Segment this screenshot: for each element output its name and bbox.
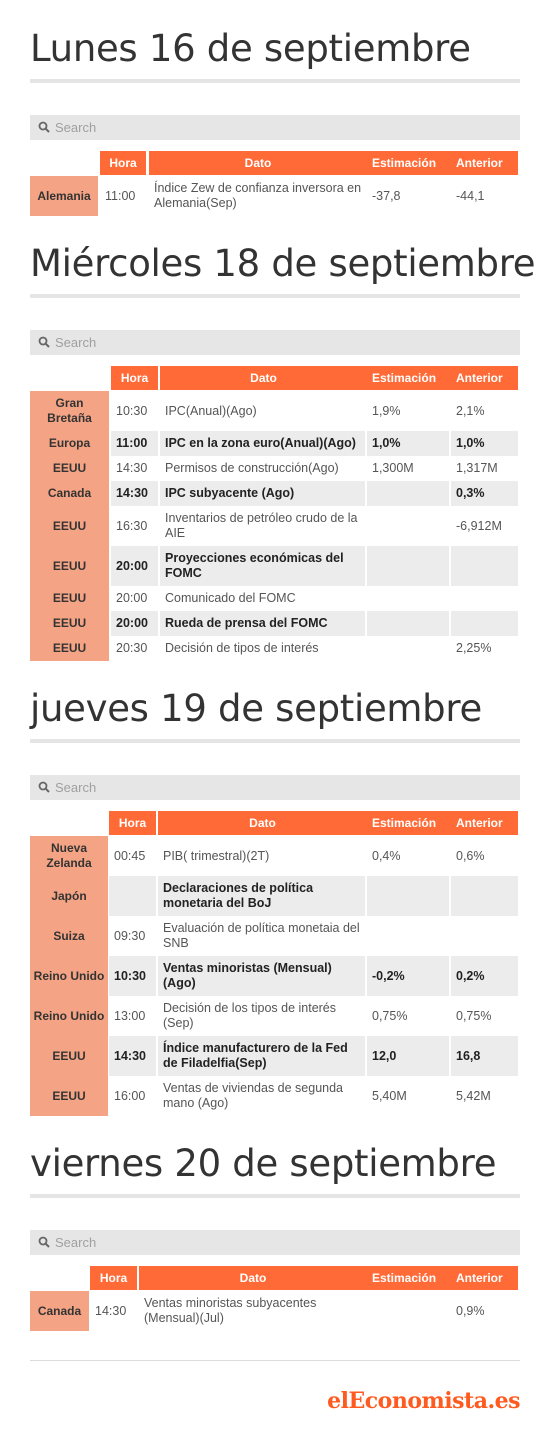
header-hora[interactable]: Hora: [109, 811, 156, 835]
hora-cell: 10:30: [109, 956, 156, 996]
country-cell: Gran Bretaña: [30, 391, 109, 431]
estimacion-cell: [367, 876, 449, 916]
day-title: Lunes 16 de septiembre: [30, 27, 471, 70]
country-cell: Europa: [30, 431, 109, 456]
country-cell: Reino Unido: [30, 956, 108, 996]
anterior-cell: [451, 876, 518, 916]
dato-cell: Ventas minoristas subyacentes (Mensual)(Jul): [144, 1296, 317, 1325]
header-dato[interactable]: Dato: [139, 1266, 367, 1290]
country-cell: Suiza: [30, 916, 108, 956]
country-cell: EEUU: [30, 506, 109, 546]
hora-cell: 20:30: [116, 641, 148, 655]
header-estimacion[interactable]: Estimación: [367, 366, 451, 390]
dato-cell: Índice Zew de confianza inversora en Alemania(Sep): [154, 181, 362, 210]
header-estimacion[interactable]: Estimación: [367, 151, 451, 175]
hora-cell: 16:00: [114, 1088, 146, 1103]
dato-cell: Ventas de viviendas de segunda mano (Ago): [163, 1081, 343, 1110]
estimacion-cell: 5,40M: [372, 1088, 407, 1103]
dato-cell: Evaluación de política monetaia del SNB: [163, 921, 360, 950]
header-estimacion[interactable]: Estimación: [367, 811, 451, 835]
hora-cell: 00:45: [114, 848, 146, 863]
anterior-cell: 1,0%: [451, 431, 518, 456]
title-divider: [30, 79, 520, 83]
hora-cell: 13:00: [114, 1008, 146, 1023]
anterior-cell: [451, 546, 518, 586]
search-placeholder: Search: [55, 1235, 97, 1250]
anterior-cell: 0,75%: [456, 1008, 492, 1023]
estimacion-cell: [367, 506, 451, 546]
search-placeholder: Search: [55, 780, 97, 795]
header-estimacion[interactable]: Estimación: [367, 1266, 451, 1290]
search-input[interactable]: [30, 775, 520, 800]
anterior-cell: [451, 611, 518, 636]
title-divider: [30, 739, 520, 743]
estimacion-cell: 12,0: [367, 1036, 449, 1076]
dato-cell: Inventarios de petróleo crudo de la AIE: [165, 511, 358, 540]
dato-cell: Ventas minoristas (Mensual) (Ago): [158, 956, 365, 996]
search-input[interactable]: [30, 115, 520, 140]
country-cell: EEUU: [30, 636, 109, 661]
header-anterior[interactable]: Anterior: [451, 366, 518, 390]
dato-cell: Comunicado del FOMC: [165, 591, 296, 605]
estimacion-cell: 1,9%: [372, 403, 401, 418]
estimacion-cell: 1,300M: [372, 461, 414, 475]
hora-cell: 11:00: [105, 188, 136, 203]
estimacion-cell: [367, 1291, 451, 1331]
country-cell: Japón: [30, 876, 108, 916]
estimacion-cell: -0,2%: [367, 956, 449, 996]
anterior-cell: -6,912M: [456, 518, 502, 533]
country-cell: Reino Unido: [30, 996, 108, 1036]
anterior-cell: -44,1: [456, 188, 485, 203]
country-cell: EEUU: [30, 1036, 108, 1076]
country-cell: EEUU: [30, 1076, 108, 1116]
dato-cell: Rueda de prensa del FOMC: [160, 611, 365, 636]
hora-cell: 10:30: [116, 403, 148, 418]
search-input[interactable]: [30, 330, 520, 355]
dato-cell: Declaraciones de política monetaria del BoJ: [158, 876, 365, 916]
country-cell: EEUU: [30, 456, 109, 481]
day-title: Miércoles 18 de septiembre: [30, 242, 536, 285]
estimacion-cell: [367, 916, 451, 956]
hora-cell: [109, 876, 156, 916]
hora-cell: 14:30: [111, 481, 158, 506]
country-cell: Canada: [30, 1291, 89, 1331]
day-title: jueves 19 de septiembre: [30, 687, 482, 730]
dato-cell: PIB( trimestral)(2T): [163, 848, 270, 863]
header-anterior[interactable]: Anterior: [451, 151, 518, 175]
search-input[interactable]: [30, 1230, 520, 1255]
hora-cell: 14:30: [116, 461, 148, 475]
hora-cell: 20:00: [111, 546, 158, 586]
header-dato[interactable]: Dato: [160, 366, 367, 390]
anterior-cell: 0,3%: [451, 481, 518, 506]
hora-cell: 20:00: [111, 611, 158, 636]
header-dato[interactable]: Dato: [149, 151, 367, 175]
hora-cell: 09:30: [114, 928, 146, 943]
country-cell: EEUU: [30, 611, 109, 636]
estimacion-cell: [367, 611, 449, 636]
dato-cell: Decisión de los tipos de interés (Sep): [163, 1001, 337, 1030]
search-icon: [38, 336, 50, 348]
anterior-cell: 1,317M: [456, 461, 498, 475]
estimacion-cell: 0,75%: [372, 1008, 408, 1023]
logo-name: Economista.es: [348, 1388, 520, 1414]
estimacion-cell: [367, 546, 449, 586]
hora-cell: 11:00: [111, 431, 158, 456]
eleconomista-logo[interactable]: [327, 1388, 520, 1414]
dato-cell: IPC subyacente (Ago): [160, 481, 365, 506]
search-icon: [38, 121, 50, 133]
day-title: viernes 20 de septiembre: [30, 1142, 497, 1185]
anterior-cell: [451, 916, 518, 956]
anterior-cell: 0,6%: [456, 848, 485, 863]
anterior-cell: [451, 586, 518, 611]
country-cell: Alemania: [30, 176, 98, 216]
search-placeholder: Search: [55, 335, 97, 350]
footer-divider: [30, 1360, 520, 1361]
dato-cell: IPC en la zona euro(Anual)(Ago): [160, 431, 365, 456]
dato-cell: Permisos de construcción(Ago): [165, 461, 339, 475]
anterior-cell: 16,8: [451, 1036, 518, 1076]
title-divider: [30, 1194, 520, 1198]
estimacion-cell: -37,8: [372, 188, 401, 203]
country-cell: EEUU: [30, 586, 109, 611]
search-icon: [38, 1236, 50, 1248]
hora-cell: 20:00: [116, 591, 148, 605]
anterior-cell: 2,25%: [456, 641, 492, 655]
title-divider: [30, 294, 520, 298]
dato-cell: IPC(Anual)(Ago): [165, 403, 257, 418]
search-placeholder: Search: [55, 120, 97, 135]
dato-cell: Proyecciones económicas del FOMC: [160, 546, 365, 586]
country-cell: EEUU: [30, 546, 109, 586]
header-dato[interactable]: Dato: [158, 811, 367, 835]
estimacion-cell: 0,4%: [372, 848, 401, 863]
estimacion-cell: [367, 636, 451, 661]
country-cell: Nueva Zelanda: [30, 836, 108, 876]
anterior-cell: 0,9%: [456, 1303, 485, 1318]
header-anterior[interactable]: Anterior: [451, 811, 518, 835]
estimacion-cell: [367, 481, 449, 506]
country-cell: Canada: [30, 481, 109, 506]
header-hora[interactable]: Hora: [111, 366, 158, 390]
anterior-cell: 5,42M: [456, 1088, 491, 1103]
dato-cell: Índice manufacturero de la Fed de Filadelfia(Sep): [158, 1036, 365, 1076]
estimacion-cell: [367, 586, 451, 611]
header-hora[interactable]: Hora: [90, 1266, 137, 1290]
hora-cell: 14:30: [109, 1036, 156, 1076]
anterior-cell: 2,1%: [456, 403, 485, 418]
logo-prefix: el: [327, 1388, 349, 1414]
hora-cell: 16:30: [116, 518, 148, 533]
header-anterior[interactable]: Anterior: [451, 1266, 518, 1290]
anterior-cell: 0,2%: [451, 956, 518, 996]
header-hora[interactable]: Hora: [100, 151, 146, 175]
dato-cell: Decisión de tipos de interés: [165, 641, 319, 655]
search-icon: [38, 781, 50, 793]
hora-cell: 14:30: [95, 1303, 127, 1318]
estimacion-cell: 1,0%: [367, 431, 449, 456]
